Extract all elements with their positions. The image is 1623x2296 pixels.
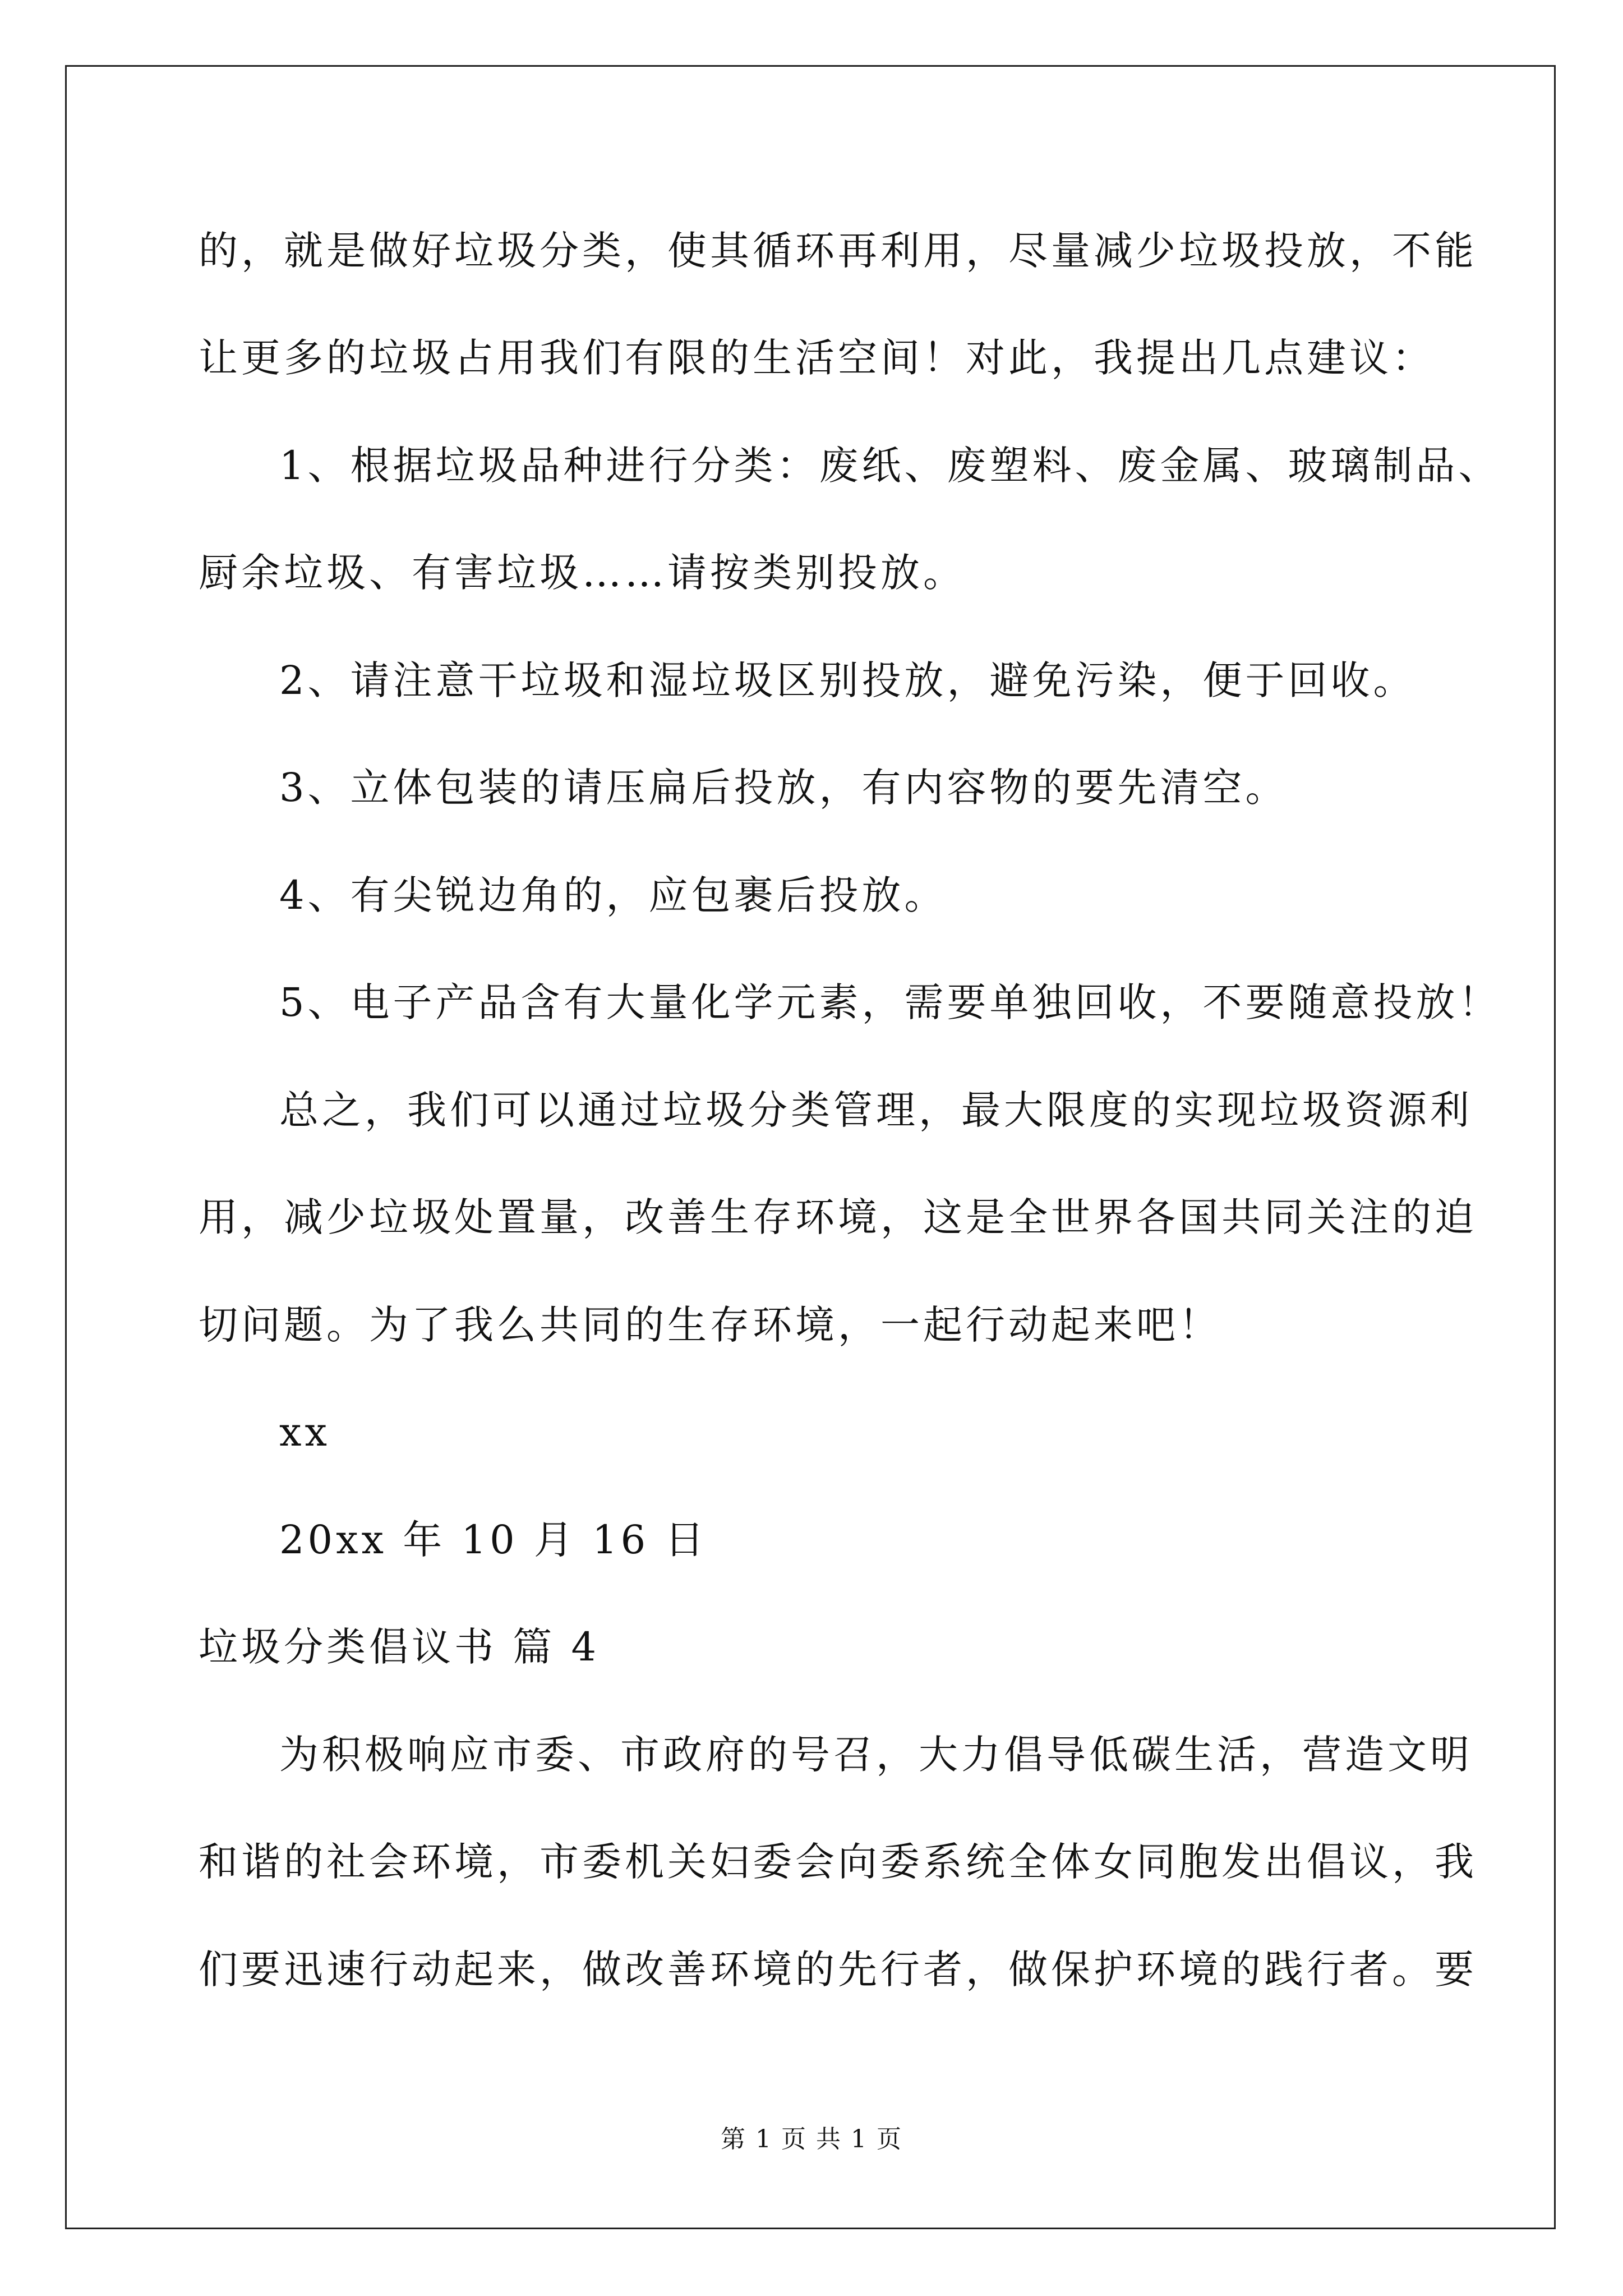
text-line: 切问题。为了我么共同的生存环境，一起行动起来吧！ <box>199 1302 1221 1348</box>
list-item-5: 5、电子产品含有大量化学元素，需要单独回收，不要随意投放！ <box>279 979 1501 1025</box>
date: 20xx 年 10 月 16 日 <box>279 1517 708 1563</box>
paragraph-start: 为积极响应市委、市政府的号召，大力倡导低碳生活，营造文明 <box>279 1732 1473 1778</box>
page-footer: 第 1 页 共 1 页 <box>721 2125 902 2154</box>
text-line: 们要迅速行动起来，做改善环境的先行者，做保护环境的践行者。要 <box>199 1947 1477 1993</box>
section-title: 垃圾分类倡议书 篇 4 <box>199 1624 600 1670</box>
paragraph-conclusion: 总之，我们可以通过垃圾分类管理，最大限度的实现垃圾资源利 <box>279 1087 1473 1133</box>
text-line: 和谐的社会环境，市委机关妇委会向委系统全体女同胞发出倡议，我 <box>199 1839 1477 1885</box>
text-line: 用，减少垃圾处置量，改善生存环境，这是全世界各国共同关注的迫 <box>199 1194 1477 1240</box>
list-item-3: 3、立体包装的请压扁后投放，有内容物的要先清空。 <box>279 765 1288 811</box>
list-item-4: 4、有尖锐边角的，应包裹后投放。 <box>279 872 947 918</box>
list-item-2: 2、请注意干垃圾和湿垃圾区别投放，避免污染，便于回收。 <box>279 657 1416 703</box>
text-line: 的，就是做好垃圾分类，使其循环再利用，尽量减少垃圾投放，不能 <box>199 228 1477 274</box>
text-line: 让更多的垃圾占用我们有限的生活空间！对此，我提出几点建议： <box>199 335 1435 381</box>
list-item-1: 1、根据垃圾品种进行分类：废纸、废塑料、废金属、玻璃制品、 <box>279 443 1501 489</box>
signature: xx <box>279 1409 330 1455</box>
text-line: 厨余垃圾、有害垃圾……请按类别投放。 <box>199 550 966 596</box>
page-border <box>65 65 1556 2229</box>
